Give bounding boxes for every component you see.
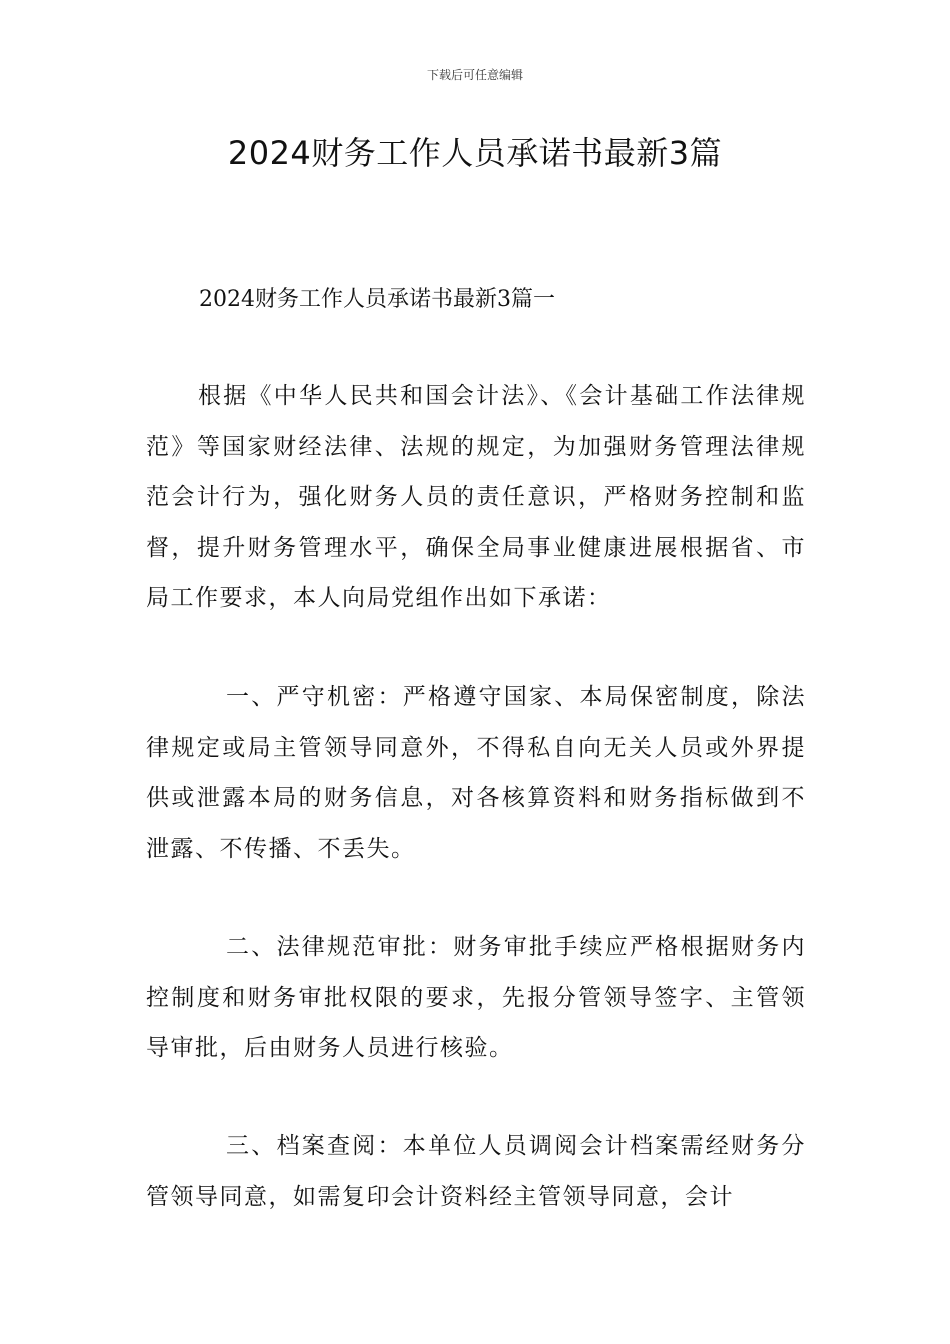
paragraph-intro: 根据《中华人民共和国会计法》、《会计基础工作法律规范》等国家财经法律、法规的规定，为加强财务管理法律规范会计行为，强化财务人员的责任意识，严格财务控制和监督，提升财务管理水平，确保全局事业健康进展根据省、市局工作要求，本人向局党组作出如下承诺： xyxy=(146,383,806,611)
paragraph-archives: 三、档案查阅：本单位人员调阅会计档案需经财务分管领导同意，如需复印会计资料经主管领导同意，会计 xyxy=(146,1133,806,1210)
document-title: 2024财务工作人员承诺书最新3篇 xyxy=(227,134,723,172)
section-heading: 2024财务工作人员承诺书最新3篇一 xyxy=(199,287,555,312)
header-note: 下载后可任意编辑 xyxy=(426,68,523,82)
paragraph-confidentiality: 一、严守机密：严格遵守国家、本局保密制度，除法律规定或局主管领导同意外，不得私自向无关人员或外界提供或泄露本局的财务信息，对各核算资料和财务指标做到不泄露、不传播、不丢失。 xyxy=(146,684,806,862)
paragraph-approval: 二、法律规范审批：财务审批手续应严格根据财务内控制度和财务审批权限的要求，先报分管领导签字、主管领导审批，后由财务人员进行核验。 xyxy=(146,934,806,1061)
